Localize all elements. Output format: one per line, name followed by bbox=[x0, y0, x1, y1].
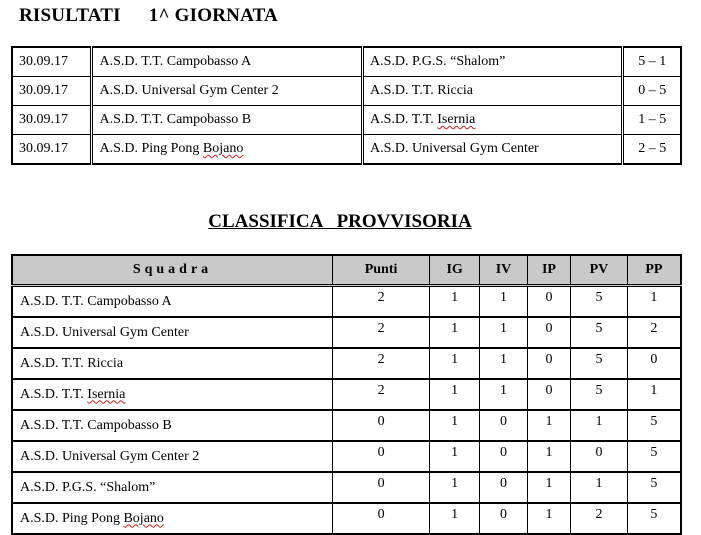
away-team: A.S.D. T.T. Isernia bbox=[362, 106, 623, 135]
home-team: A.S.D. T.T. Campobasso B bbox=[92, 106, 363, 135]
match-score: 5 – 1 bbox=[623, 47, 681, 77]
match-score: 1 – 5 bbox=[623, 106, 681, 135]
match-score: 2 – 5 bbox=[623, 135, 681, 165]
points-cell: 2 bbox=[333, 286, 430, 318]
ig-cell: 1 bbox=[430, 379, 480, 410]
table-row bbox=[12, 77, 681, 106]
match-date: 30.09.17 bbox=[12, 106, 92, 135]
match-date: 30.09.17 bbox=[12, 77, 92, 106]
ip-cell: 0 bbox=[527, 317, 570, 348]
iv-cell: 1 bbox=[480, 317, 528, 348]
match-date: 30.09.17 bbox=[12, 135, 92, 165]
pv-cell: 5 bbox=[571, 286, 628, 318]
pp-cell: 0 bbox=[627, 348, 681, 379]
team-name: A.S.D. T.T. Campobasso B bbox=[12, 410, 333, 441]
ig-cell: 1 bbox=[430, 286, 480, 318]
col-header-pv: PV bbox=[571, 255, 628, 286]
ig-cell: 1 bbox=[430, 472, 480, 503]
points-cell: 2 bbox=[333, 348, 430, 379]
ip-cell: 1 bbox=[527, 472, 570, 503]
table-row bbox=[12, 106, 681, 135]
points-cell: 2 bbox=[333, 379, 430, 410]
table-row bbox=[12, 472, 681, 503]
pv-cell: 1 bbox=[571, 472, 628, 503]
points-cell: 0 bbox=[333, 410, 430, 441]
pv-cell: 1 bbox=[571, 410, 628, 441]
pp-cell: 5 bbox=[627, 472, 681, 503]
iv-cell: 0 bbox=[480, 410, 528, 441]
table-row bbox=[12, 379, 681, 410]
col-header-iv: IV bbox=[480, 255, 528, 286]
points-cell: 0 bbox=[333, 441, 430, 472]
table-row bbox=[12, 410, 681, 441]
pp-cell: 5 bbox=[627, 410, 681, 441]
header-row bbox=[12, 255, 681, 286]
pv-cell: 0 bbox=[571, 441, 628, 472]
iv-cell: 0 bbox=[480, 441, 528, 472]
ig-cell: 1 bbox=[430, 348, 480, 379]
points-cell: 2 bbox=[333, 317, 430, 348]
team-name: A.S.D. T.T. Riccia bbox=[12, 348, 333, 379]
table-row bbox=[12, 441, 681, 472]
iv-cell: 1 bbox=[480, 379, 528, 410]
match-score: 0 – 5 bbox=[623, 77, 681, 106]
ig-cell: 1 bbox=[430, 503, 480, 534]
team-name: A.S.D. T.T. Campobasso A bbox=[12, 286, 333, 318]
ip-cell: 1 bbox=[527, 410, 570, 441]
ip-cell: 1 bbox=[527, 441, 570, 472]
ig-cell: 1 bbox=[430, 317, 480, 348]
ip-cell: 0 bbox=[527, 286, 570, 318]
pp-cell: 5 bbox=[627, 441, 681, 472]
ip-cell: 0 bbox=[527, 379, 570, 410]
team-name: A.S.D. Ping Pong Bojano bbox=[12, 503, 333, 534]
table-row bbox=[12, 135, 681, 165]
pp-cell: 2 bbox=[627, 317, 681, 348]
ip-cell: 1 bbox=[527, 503, 570, 534]
standings-table bbox=[11, 254, 682, 535]
iv-cell: 0 bbox=[480, 472, 528, 503]
table-row bbox=[12, 348, 681, 379]
table-row bbox=[12, 47, 681, 77]
iv-cell: 1 bbox=[480, 286, 528, 318]
away-team: A.S.D. Universal Gym Center bbox=[362, 135, 623, 165]
home-team: A.S.D. Universal Gym Center 2 bbox=[92, 77, 363, 106]
home-team: A.S.D. Ping Pong Bojano bbox=[92, 135, 363, 165]
table-row bbox=[12, 317, 681, 348]
results-table bbox=[11, 46, 682, 165]
ig-cell: 1 bbox=[430, 441, 480, 472]
col-header-ip: IP bbox=[527, 255, 570, 286]
away-team: A.S.D. T.T. Riccia bbox=[362, 77, 623, 106]
team-name: A.S.D. T.T. Isernia bbox=[12, 379, 333, 410]
pv-cell: 2 bbox=[571, 503, 628, 534]
iv-cell: 0 bbox=[480, 503, 528, 534]
table-row bbox=[12, 503, 681, 534]
points-cell: 0 bbox=[333, 472, 430, 503]
pv-cell: 5 bbox=[571, 379, 628, 410]
col-header-pp: PP bbox=[627, 255, 681, 286]
away-team: A.S.D. P.G.S. “Shalom” bbox=[362, 47, 623, 77]
team-name: A.S.D. Universal Gym Center bbox=[12, 317, 333, 348]
ig-cell: 1 bbox=[430, 410, 480, 441]
team-name: A.S.D. Universal Gym Center 2 bbox=[12, 441, 333, 472]
match-date: 30.09.17 bbox=[12, 47, 92, 77]
team-name: A.S.D. P.G.S. “Shalom” bbox=[12, 472, 333, 503]
pp-cell: 1 bbox=[627, 286, 681, 318]
ip-cell: 0 bbox=[527, 348, 570, 379]
pv-cell: 5 bbox=[571, 317, 628, 348]
round-label: 1^ GIORNATA bbox=[148, 5, 278, 26]
pp-cell: 5 bbox=[627, 503, 681, 534]
home-team: A.S.D. T.T. Campobasso A bbox=[92, 47, 363, 77]
results-heading bbox=[19, 5, 278, 27]
table-row bbox=[12, 286, 681, 318]
col-header-points: Punti bbox=[333, 255, 430, 286]
col-header-team: Squadra bbox=[12, 255, 333, 286]
points-cell: 0 bbox=[333, 503, 430, 534]
results-title: RISULTATI bbox=[19, 5, 121, 26]
pv-cell: 5 bbox=[571, 348, 628, 379]
pp-cell: 1 bbox=[627, 379, 681, 410]
standings-title: CLASSIFICA PROVVISORIA bbox=[208, 211, 472, 232]
iv-cell: 1 bbox=[480, 348, 528, 379]
col-header-ig: IG bbox=[430, 255, 480, 286]
